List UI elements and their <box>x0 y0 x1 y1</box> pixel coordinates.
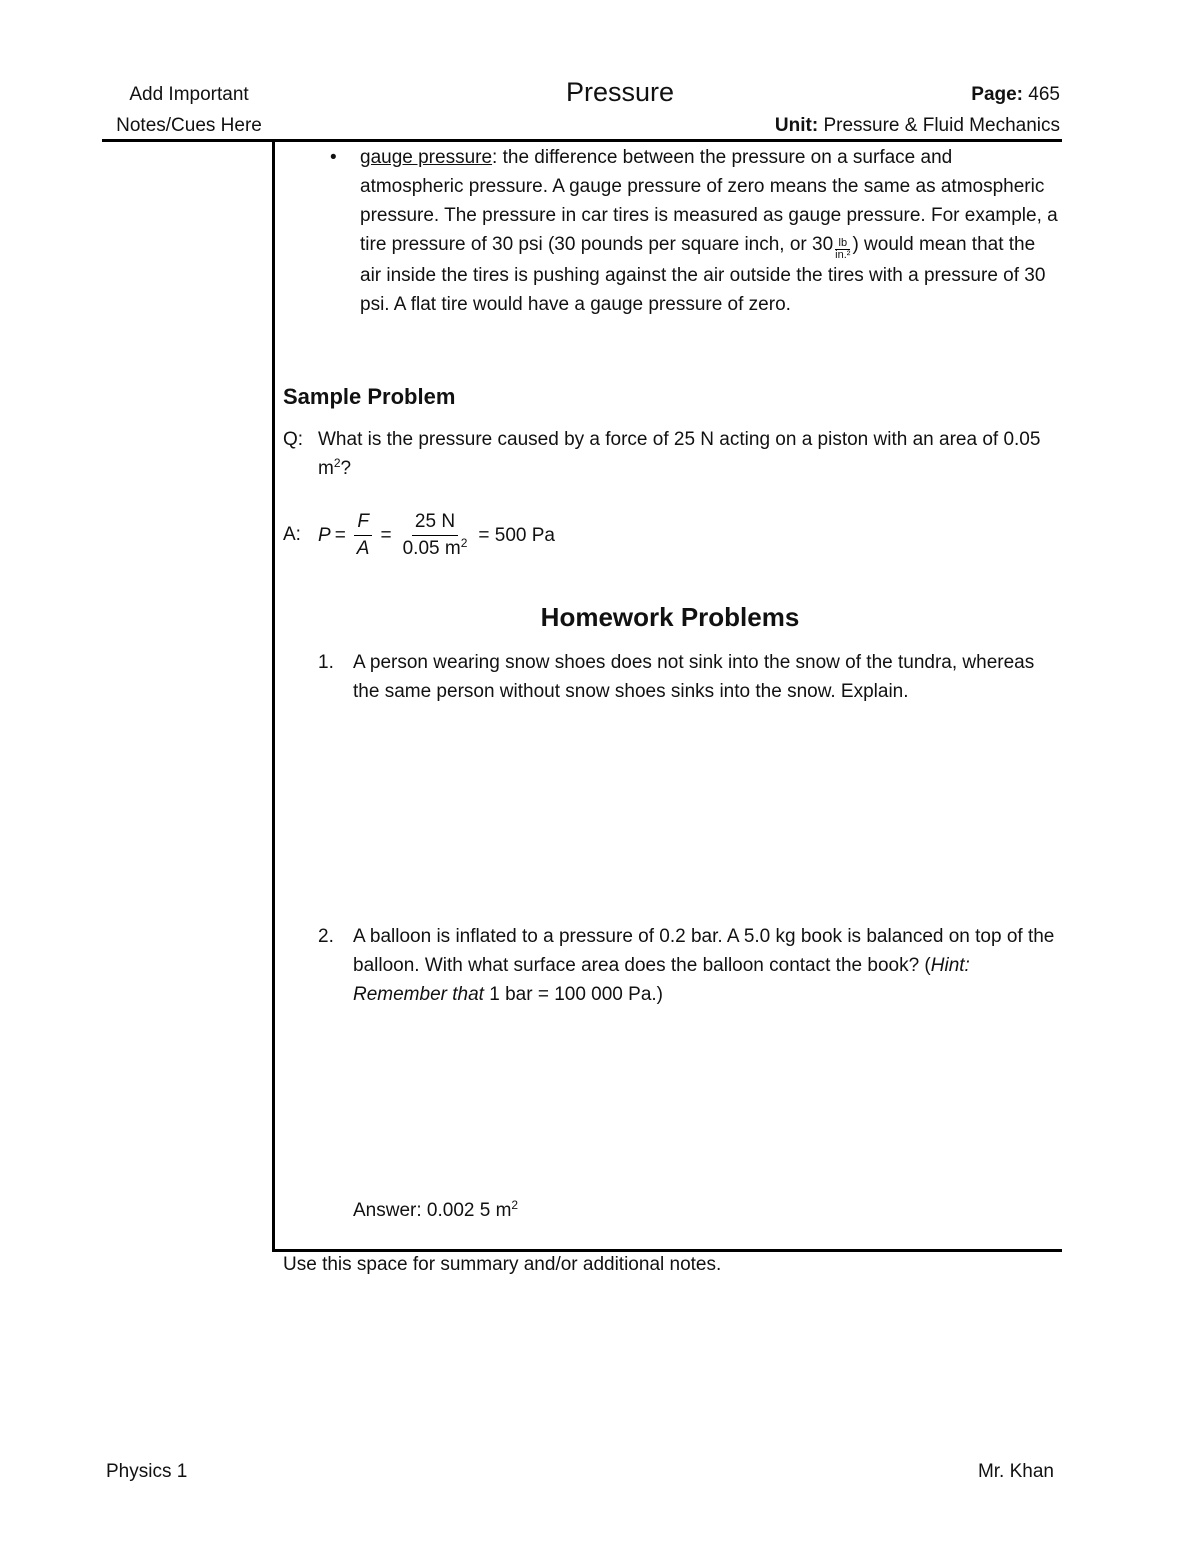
sample-problem-heading: Sample Problem <box>283 384 456 409</box>
question-superscript: 2 <box>333 456 341 470</box>
unit-name: Pressure & Fluid Mechanics <box>823 115 1060 136</box>
definition-text-part1: : the difference between the pressure on a surface and atmospheric pressure. A gauge pressure of zero means the same as atmospheric pressure. The pressure in car tires is measured as gauge pressure. For example, a tire pressure of 30 psi (30 pounds per square inch, or 30 <box>360 147 1058 255</box>
homework-heading: Homework Problems <box>540 602 800 632</box>
frac2-denominator-base: 0.05 m <box>402 537 461 559</box>
problem-1-text: A person wearing snow shoes does not sink into the snow of the tundra, whereas the same person without snow shoes sinks into the snow. Explain. <box>353 652 1035 702</box>
sample-question <box>318 425 1058 483</box>
cues-column-divider <box>272 141 275 1252</box>
unit-numerator: lb <box>835 238 850 250</box>
frac2-denominator-sup: 2 <box>460 535 468 550</box>
gauge-pressure-definition <box>360 143 1060 319</box>
page-label: Page: <box>971 84 1024 105</box>
equation-fraction-numeric <box>400 509 471 562</box>
summary-prompt: Use this space for summary and/or additional notes. <box>283 1254 722 1275</box>
problem-2-hint: Hint: Remember that <box>353 955 970 1005</box>
cues-header-line1: Add Important <box>129 84 249 105</box>
problem-2-number: 2. <box>318 926 334 947</box>
page-title: Pressure <box>565 77 675 107</box>
page-number-line <box>775 79 1060 110</box>
definition-term: gauge pressure <box>360 147 493 168</box>
problem-2-answer <box>353 1196 518 1225</box>
unit-denominator: in.² <box>835 249 851 261</box>
sample-equation <box>318 505 555 565</box>
unit-line <box>775 110 1060 141</box>
frac1-numerator: F <box>354 509 372 536</box>
equation-lhs: P <box>318 524 331 546</box>
bullet-icon: • <box>330 147 337 168</box>
frac1-denominator: A <box>356 537 370 559</box>
page-number: 465 <box>1028 84 1060 105</box>
header-divider <box>102 139 1062 142</box>
equation-equals-2: = <box>380 524 392 546</box>
equation-equals-1: = <box>334 524 346 546</box>
frac2-denominator <box>400 536 471 562</box>
equation-result: = 500 Pa <box>478 524 555 546</box>
header-meta <box>775 79 1060 141</box>
footer-course: Physics 1 <box>106 1461 188 1482</box>
cues-header-line2: Notes/Cues Here <box>116 115 262 136</box>
answer-label: A: <box>283 524 301 545</box>
problem-2-main: A balloon is inflated to a pressure of 0.2 bar. A 5.0 kg book is balanced on top of the balloon. With what surface area does the balloon contact the book? ( <box>353 926 1055 976</box>
definition-text-part2: ) would mean that the air inside the tires is pushing against the air outside the tires with a pressure of 30 psi. A flat tire would have a gauge pressure of zero. <box>360 234 1046 315</box>
unit-label: Unit: <box>774 115 819 136</box>
answer-text: Answer: 0.002 5 m <box>353 1200 512 1221</box>
unit-fraction <box>835 238 850 261</box>
answer-superscript: 2 <box>511 1198 519 1212</box>
question-text: What is the pressure caused by a force of 25 N acting on a piston with an area of 0.05 m <box>318 429 1041 479</box>
question-end: ? <box>340 458 352 479</box>
question-label: Q: <box>283 429 304 450</box>
problem-2-text <box>353 922 1063 1009</box>
cues-column-header <box>104 79 274 141</box>
equation-fraction-symbolic <box>354 509 373 562</box>
problem-2-hint-rest: 1 bar = 100 000 Pa.) <box>483 984 663 1005</box>
problem-1-number: 1. <box>318 652 334 673</box>
footer-teacher: Mr. Khan <box>977 1461 1054 1482</box>
frac2-numerator: 25 N <box>412 509 458 536</box>
